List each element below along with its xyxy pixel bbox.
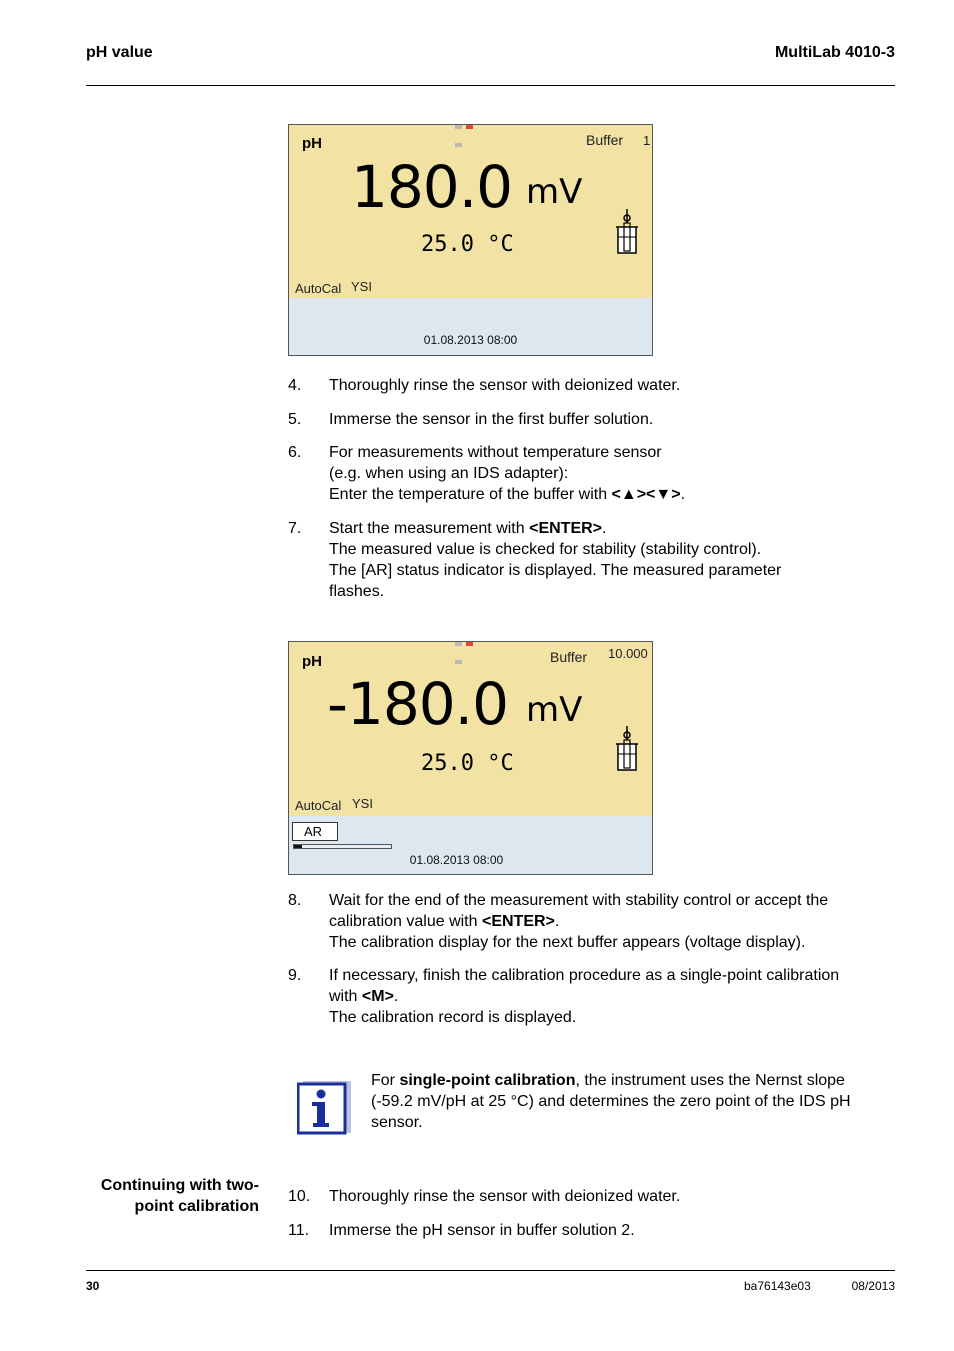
display-datetime: 01.08.2013 08:00 xyxy=(423,333,518,347)
step-line: The calibration record is displayed. xyxy=(329,1009,577,1026)
note-line: (-59.2 mV/pH at 25 °C) and determines the zero point of the IDS pH xyxy=(371,1093,851,1110)
step-number: 8. xyxy=(288,892,302,909)
step-text xyxy=(329,442,895,505)
device-display-2 xyxy=(288,641,653,875)
display-measured-value: 180.0 xyxy=(351,153,513,221)
doc-id: ba76143e03 xyxy=(744,1279,811,1293)
note-line xyxy=(371,1070,895,1091)
step-line xyxy=(329,986,895,1007)
page-indicator xyxy=(455,642,487,646)
step-line xyxy=(329,484,895,505)
info-icon xyxy=(297,1079,351,1135)
step-text xyxy=(329,890,895,953)
section-heading-line: point calibration xyxy=(134,1198,259,1215)
key-arrows: <▲><▼> xyxy=(611,486,681,503)
display-datetime: 01.08.2013 08:00 xyxy=(409,853,504,867)
step-line xyxy=(329,911,895,932)
step-line: Wait for the end of the measurement with stability control or accept the xyxy=(329,892,829,909)
step-text: Immerse the pH sensor in buffer solution 2. xyxy=(329,1222,635,1239)
step-line: If necessary, finish the calibration procedure as a single-point calibration xyxy=(329,967,840,984)
step-line xyxy=(329,518,895,539)
step-line-punct: . xyxy=(393,988,399,1005)
footer-rule xyxy=(86,1270,895,1271)
step-text: Immerse the sensor in the first buffer solution. xyxy=(329,411,654,428)
step-number: 7. xyxy=(288,520,302,537)
page-number: 30 xyxy=(86,1279,100,1293)
display-buffer-number: 1 xyxy=(643,133,651,148)
step-line-punct: . xyxy=(680,486,686,503)
step-text: Thoroughly rinse the sensor with deionized water. xyxy=(329,377,681,394)
display-brand: YSI xyxy=(352,796,373,811)
note-text: For xyxy=(371,1072,400,1089)
display-unit: mV xyxy=(526,690,583,730)
display-parameter: pH xyxy=(302,135,322,152)
display-brand: YSI xyxy=(351,279,372,294)
display-buffer-label: Buffer xyxy=(586,132,624,148)
step-number: 4. xyxy=(288,377,302,394)
step-text: Thoroughly rinse the sensor with deionized water. xyxy=(329,1188,681,1205)
device-display-1 xyxy=(288,124,653,356)
header-section-title: pH value xyxy=(86,44,153,61)
display-autocal: AutoCal xyxy=(295,281,342,296)
step-line: (e.g. when using an IDS adapter): xyxy=(329,465,569,482)
sensor-beaker-icon xyxy=(615,724,639,777)
key-enter: <ENTER> xyxy=(481,913,555,930)
step-number: 6. xyxy=(288,444,302,461)
display-autocal: AutoCal xyxy=(295,798,342,813)
step-number: 5. xyxy=(288,411,302,428)
step-line: The calibration display for the next buffer appears (voltage display). xyxy=(329,934,806,951)
display-unit: mV xyxy=(526,172,583,212)
key-enter: <ENTER> xyxy=(529,520,603,537)
step-line-punct: . xyxy=(554,913,560,930)
step-number: 9. xyxy=(288,967,302,984)
header-product-name: MultiLab 4010-3 xyxy=(774,44,895,61)
section-heading-line: Continuing with two- xyxy=(100,1177,259,1194)
display-buffer-label: Buffer xyxy=(550,649,588,665)
key-m: <M> xyxy=(361,988,394,1005)
step-text xyxy=(329,518,895,602)
note-emphasis: single-point calibration xyxy=(399,1072,576,1089)
step-line: The [AR] status indicator is displayed. The measured parameter xyxy=(329,562,782,579)
step-line-punct: . xyxy=(602,520,607,537)
step-line: The measured value is checked for stability (stability control). xyxy=(329,541,762,558)
page-indicator xyxy=(455,125,487,129)
note-line: sensor. xyxy=(371,1114,423,1131)
note-text: , the instrument uses the Nernst slope xyxy=(575,1072,845,1089)
display-temperature: 25.0 °C xyxy=(421,232,514,257)
doc-date: 08/2013 xyxy=(851,1279,895,1293)
step-number: 10. xyxy=(288,1188,311,1205)
header-rule xyxy=(86,85,895,86)
step-number: 11. xyxy=(288,1222,310,1239)
step-text xyxy=(329,965,895,1028)
step-line: flashes. xyxy=(329,583,385,600)
display-parameter: pH xyxy=(302,653,322,670)
info-note xyxy=(371,1070,895,1133)
status-indicator-ar: AR xyxy=(292,822,338,841)
display-buffer-value: 10.000 xyxy=(608,646,648,661)
stability-progress-bar xyxy=(293,844,392,849)
sensor-beaker-icon xyxy=(615,207,639,260)
display-temperature: 25.0 °C xyxy=(421,751,514,776)
step-line-text: Start the measurement with xyxy=(329,520,530,537)
progress-fill xyxy=(294,845,302,848)
step-line-text: calibration value with xyxy=(329,913,482,930)
step-line-text: Enter the temperature of the buffer with xyxy=(329,486,612,503)
step-line: For measurements without temperature sensor xyxy=(329,444,662,461)
step-line-text: with xyxy=(329,988,362,1005)
display-measured-value: -180.0 xyxy=(327,670,508,738)
section-heading xyxy=(86,1175,259,1217)
